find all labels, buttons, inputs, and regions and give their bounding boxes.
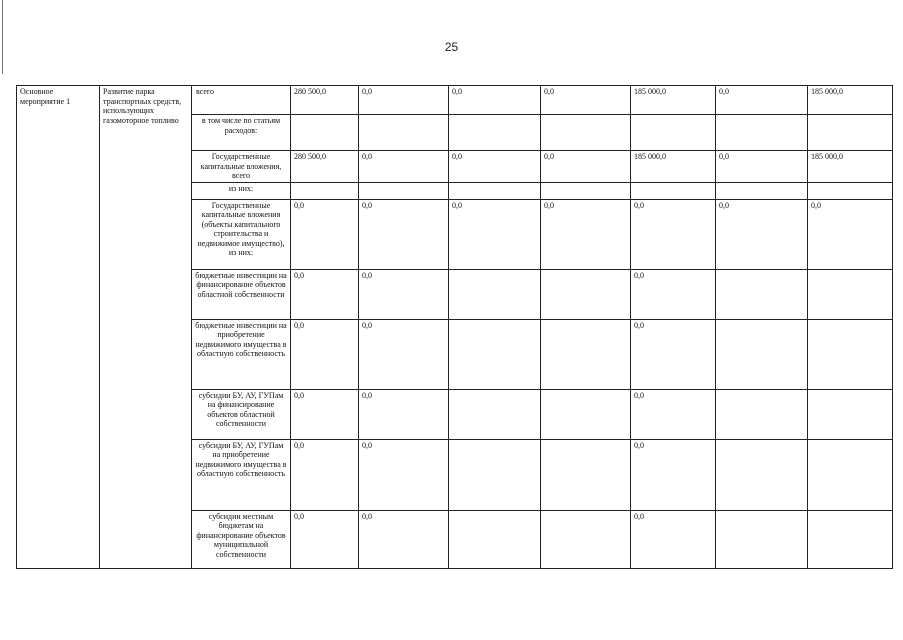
- value-cell: [449, 115, 541, 151]
- value-cell: [808, 389, 893, 439]
- value-cell: 280 500,0: [291, 151, 359, 183]
- value-cell: [359, 115, 449, 151]
- expense-item-label: Государственные капитальные вложения (объекты капитального строительства и недвижимое имущество), из них:: [192, 199, 291, 269]
- value-cell: 0,0: [808, 199, 893, 269]
- value-cell: 0,0: [291, 510, 359, 568]
- value-cell: [808, 439, 893, 510]
- value-cell: [449, 269, 541, 319]
- value-cell: [541, 269, 631, 319]
- value-cell: 0,0: [449, 86, 541, 115]
- expense-item-label: субсидии местным бюджетам на финансирование объектов муниципальной собственности: [192, 510, 291, 568]
- value-cell: 0,0: [291, 199, 359, 269]
- value-cell: 185 000,0: [631, 86, 716, 115]
- value-cell: [541, 510, 631, 568]
- value-cell: [541, 439, 631, 510]
- value-cell: 0,0: [359, 439, 449, 510]
- expense-item-label: всего: [192, 86, 291, 115]
- value-cell: [449, 439, 541, 510]
- value-cell: [808, 269, 893, 319]
- activity-description-cell: Развитие парка транспортных средств, использующих газомоторное топливо: [100, 86, 192, 569]
- value-cell: 0,0: [541, 151, 631, 183]
- value-cell: [449, 182, 541, 199]
- value-cell: [716, 510, 808, 568]
- value-cell: 280 500,0: [291, 86, 359, 115]
- value-cell: [541, 319, 631, 389]
- value-cell: [631, 115, 716, 151]
- value-cell: [449, 389, 541, 439]
- budget-table: [16, 85, 893, 569]
- value-cell: [631, 182, 716, 199]
- value-cell: 0,0: [449, 199, 541, 269]
- value-cell: [541, 182, 631, 199]
- value-cell: 0,0: [359, 151, 449, 183]
- value-cell: [541, 115, 631, 151]
- value-cell: 0,0: [716, 86, 808, 115]
- value-cell: 0,0: [359, 86, 449, 115]
- value-cell: [359, 182, 449, 199]
- value-cell: 0,0: [631, 319, 716, 389]
- value-cell: [716, 269, 808, 319]
- value-cell: [716, 439, 808, 510]
- value-cell: 185 000,0: [808, 86, 893, 115]
- value-cell: [808, 182, 893, 199]
- value-cell: 0,0: [716, 151, 808, 183]
- value-cell: 0,0: [291, 389, 359, 439]
- value-cell: [291, 182, 359, 199]
- expense-item-label: субсидии БУ, АУ, ГУПам на приобретение недвижимого имущества в областную собственность: [192, 439, 291, 510]
- value-cell: [808, 510, 893, 568]
- expense-item-label: Государственные капитальные вложения, всего: [192, 151, 291, 183]
- expense-item-label: бюджетные инвестиции на финансирование объектов областной собственности: [192, 269, 291, 319]
- table-body: [17, 86, 893, 569]
- value-cell: 0,0: [631, 389, 716, 439]
- value-cell: [541, 389, 631, 439]
- value-cell: 0,0: [359, 510, 449, 568]
- left-edge-rule: [2, 0, 3, 74]
- value-cell: 0,0: [359, 389, 449, 439]
- value-cell: [716, 389, 808, 439]
- expense-item-label: из них:: [192, 182, 291, 199]
- value-cell: [808, 319, 893, 389]
- value-cell: 0,0: [359, 269, 449, 319]
- main-activity-cell: Основное мероприятие 1: [17, 86, 100, 569]
- value-cell: 0,0: [359, 319, 449, 389]
- value-cell: 0,0: [291, 319, 359, 389]
- value-cell: 0,0: [631, 269, 716, 319]
- table-row: [17, 86, 893, 115]
- value-cell: 0,0: [631, 510, 716, 568]
- value-cell: [291, 115, 359, 151]
- value-cell: [716, 319, 808, 389]
- value-cell: 185 000,0: [631, 151, 716, 183]
- value-cell: 0,0: [716, 199, 808, 269]
- value-cell: 0,0: [291, 439, 359, 510]
- page-number: 25: [444, 40, 459, 54]
- value-cell: [808, 115, 893, 151]
- value-cell: 0,0: [449, 151, 541, 183]
- value-cell: [716, 115, 808, 151]
- expense-item-label: субсидии БУ, АУ, ГУПам на финансирование объектов областной собственности: [192, 389, 291, 439]
- value-cell: [449, 319, 541, 389]
- value-cell: 0,0: [631, 439, 716, 510]
- value-cell: 0,0: [541, 199, 631, 269]
- value-cell: [716, 182, 808, 199]
- value-cell: 0,0: [359, 199, 449, 269]
- expense-item-label: в том числе по статьям расходов:: [192, 115, 291, 151]
- expense-item-label: бюджетные инвестиции на приобретение недвижимого имущества в областную собственность: [192, 319, 291, 389]
- value-cell: 0,0: [631, 199, 716, 269]
- value-cell: 0,0: [291, 269, 359, 319]
- value-cell: 0,0: [541, 86, 631, 115]
- value-cell: 185 000,0: [808, 151, 893, 183]
- value-cell: [449, 510, 541, 568]
